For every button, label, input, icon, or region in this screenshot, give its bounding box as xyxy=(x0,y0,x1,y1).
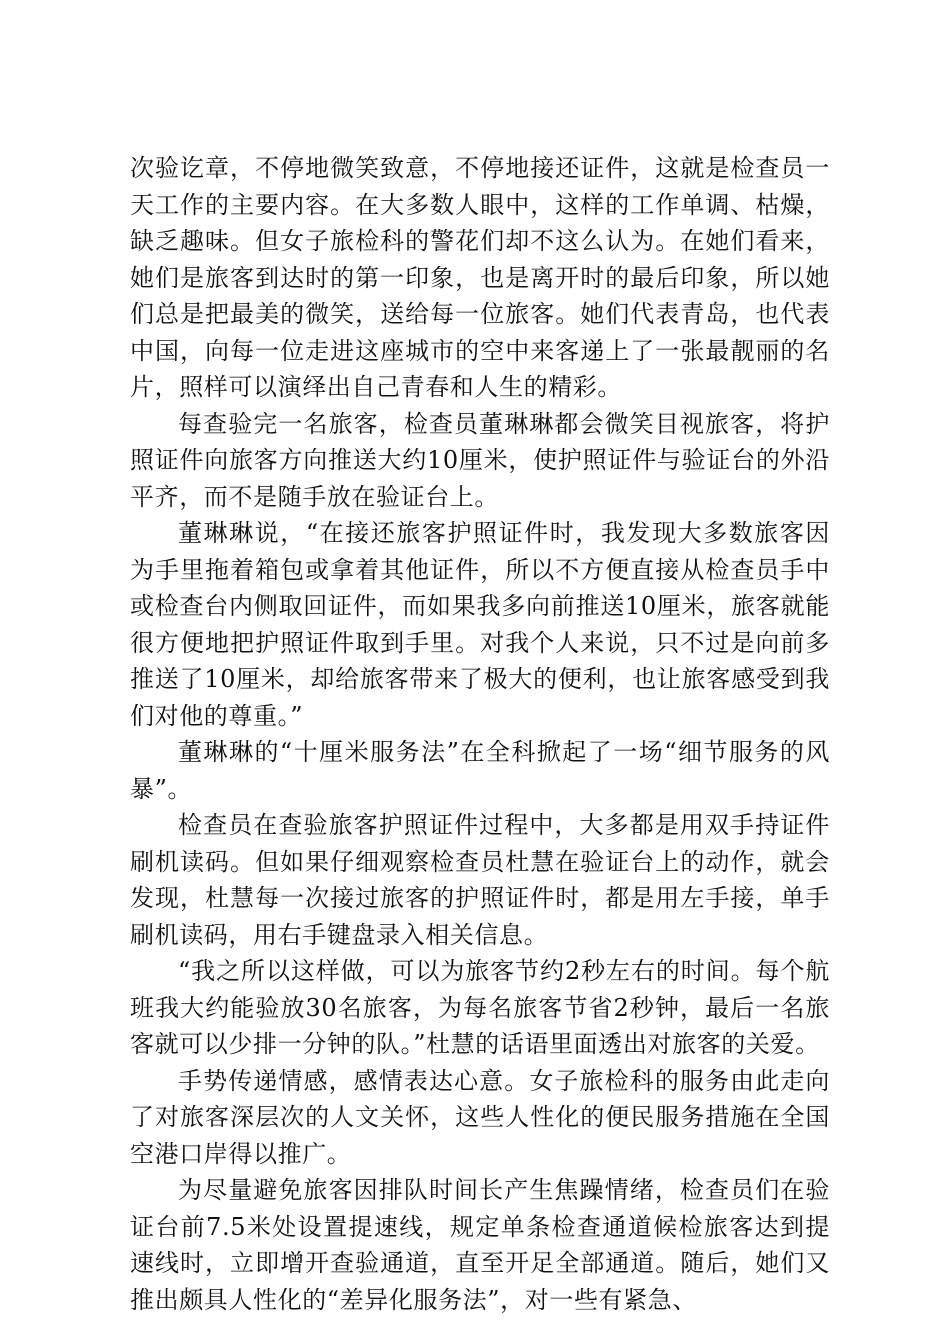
paragraph-3: 董琳琳说，“在接还旅客护照证件时，我发现大多数旅客因为手里拖着箱包或拿着其他证件，所以不方便直接从检查员手中或检查台内侧取回证件，而如果我多向前推送10厘米，旅客就能很方便地把护照证件取到手里。对我个人来说，只不过是向前多推送了10厘米，却给旅客带来了极大的便利，也让旅客感受到我们对他的尊重。” xyxy=(130,519,830,730)
paragraph-7: 手势传递情感，感情表达心意。女子旅检科的服务由此走向了对旅客深层次的人文关怀，这些人性化的便民服务措施在全国空港口岸得以推广。 xyxy=(130,1066,830,1168)
paragraph-8: 为尽量避免旅客因排队时间长产生焦躁情绪，检查员们在验证台前7.5米处设置提速线，规定单条检查通道候检旅客达到提速线时，立即增开查验通道，直至开足全部通道。随后，她们又推出颇具人性化的“差异化服务法”，对一些有紧急、 xyxy=(130,1176,830,1314)
document-body xyxy=(130,150,830,1318)
paragraph-4: 董琳琳的“十厘米服务法”在全科掀起了一场“细节服务的风暴”。 xyxy=(130,738,830,803)
paragraph-6: “我之所以这样做，可以为旅客节约2秒左右的时间。每个航班我大约能验放30名旅客，为每名旅客节省2秒钟，最后一名旅客就可以少排一分钟的队。”杜慧的话语里面透出对旅客的关爱。 xyxy=(130,957,830,1058)
paragraph-2: 每查验完一名旅客，检查员董琳琳都会微笑目视旅客，将护照证件向旅客方向推送大约10厘米，使护照证件与验证台的外沿平齐，而不是随手放在验证台上。 xyxy=(130,409,830,511)
paragraph-1: 次验讫章，不停地微笑致意，不停地接还证件，这就是检查员一天工作的主要内容。在大多数人眼中，这样的工作单调、枯燥，缺乏趣味。但女子旅检科的警花们却不这么认为。在她们看来，她们是旅客到达时的第一印象，也是离开时的最后印象，所以她们总是把最美的微笑，送给每一位旅客。她们代表青岛，也代表中国，向每一位走进这座城市的空中来客递上了一张最靓丽的名片，照样可以演绎出自己青春和人生的精彩。 xyxy=(130,154,830,401)
paragraph-5: 检查员在查验旅客护照证件过程中，大多都是用双手持证件刷机读码。但如果仔细观察检查员杜慧在验证台上的动作，就会发现，杜慧每一次接过旅客的护照证件时，都是用左手接，单手刷机读码，用右手键盘录入相关信息。 xyxy=(130,811,830,949)
